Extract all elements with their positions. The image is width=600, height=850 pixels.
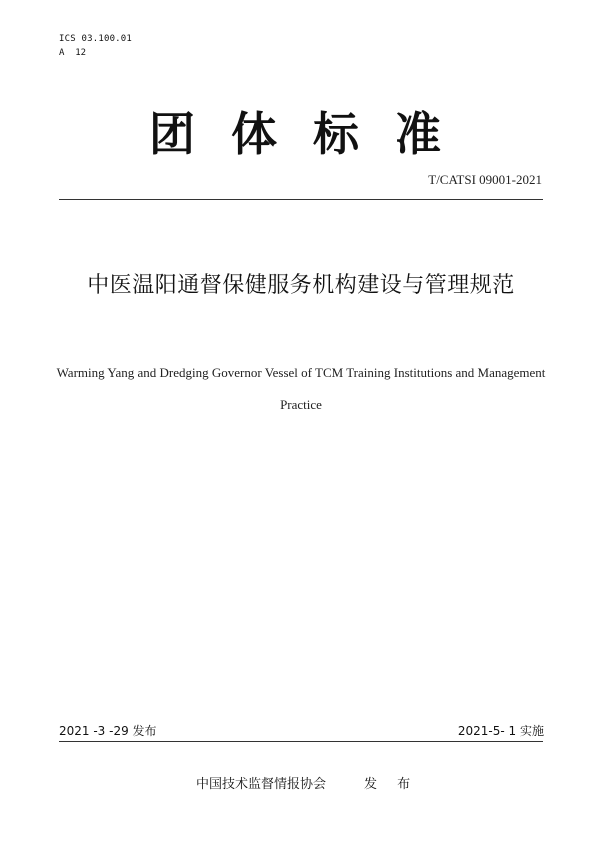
english-title: Warming Yang and Dredging Governor Vessel of TCM Training Institutions and Management Practice <box>56 365 546 412</box>
publish-label: 发 布 <box>364 777 419 792</box>
publisher-name: 中国技术监督情报协会 <box>196 777 327 792</box>
publish-date: 2021 -3 -29 发布 <box>59 724 157 738</box>
top-divider <box>59 199 543 200</box>
standard-type-heading: 团 体 标 准 <box>148 107 452 161</box>
standard-number: T/CATSI 09001-2021 <box>428 172 542 187</box>
implementation-date: 2021-5- 1 实施 <box>457 724 544 738</box>
bottom-divider <box>59 741 543 742</box>
chinese-title: 中医温阳通督保健服务机构建设与管理规范 <box>87 273 515 298</box>
ccs-code: A 12 <box>59 48 87 58</box>
ics-code: ICS 03.100.01 <box>59 34 133 44</box>
